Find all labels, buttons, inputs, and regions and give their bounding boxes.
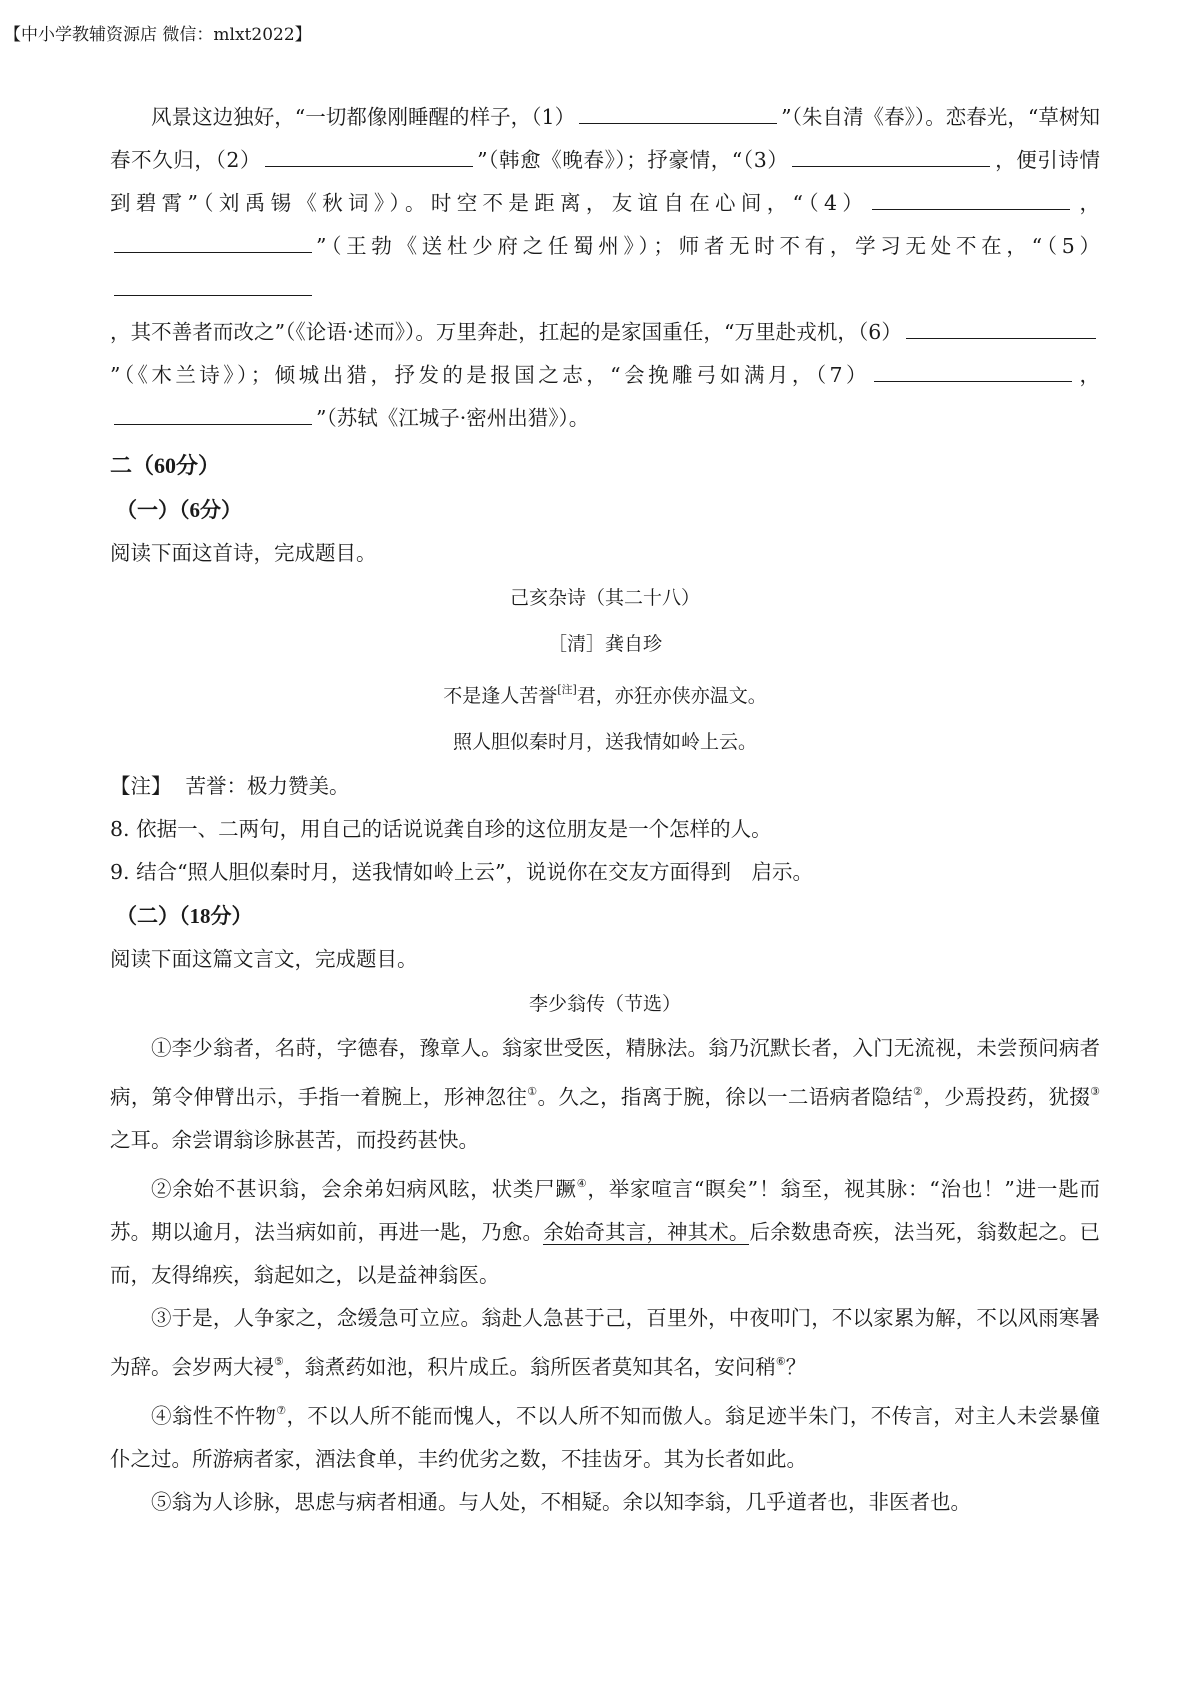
footnote-marker: ② — [913, 1085, 924, 1098]
blank-7b[interactable] — [114, 402, 312, 425]
text: 君，亦狂亦侠亦温文。 — [576, 685, 767, 707]
text: ，其不善者而改之”（《论语·述而》）。万里奔赴，扛起的是家国重任，“万里赴戎机，（6） — [110, 320, 902, 344]
blank-7a[interactable] — [874, 359, 1072, 382]
section-2-heading: 二（60分） — [110, 453, 221, 478]
footnote-marker: [注] — [557, 683, 577, 696]
passage-paragraph-5: ⑤翁为人诊脉，思虑与病者相通。与人处，不相疑。余以知李翁，几乎道者也，非医者也。 — [151, 1490, 971, 1514]
footnote-marker: ③ — [1090, 1085, 1101, 1098]
text: ④翁性不忤物 — [151, 1404, 277, 1428]
question-7-fill-in — [110, 96, 1100, 440]
part-1-heading: （一）（6分） — [116, 498, 242, 522]
blank-4b[interactable] — [114, 230, 312, 253]
text: ”（韩愈《晚春》）；抒豪情，“（3） — [477, 148, 789, 172]
passage-title: 李少翁传（节选） — [528, 993, 681, 1015]
note-label: 【注】 — [110, 774, 172, 798]
footnote-marker: ④ — [576, 1177, 588, 1190]
underlined-sentence: 余始奇其言，神其术。 — [543, 1220, 750, 1244]
footnote-marker: ① — [527, 1085, 538, 1098]
text: ①李少翁者，名莳，字德春，豫章人。翁家世受医，精脉法。翁乃沉默长者，入门无流视，未尝预问病者病，第令伸臂出示，手指一着腕上，形神忽往 — [110, 1036, 1100, 1109]
text: ，举家喧言“瞑矣”！翁至，视其脉：“治也！”进一匙而苏。期以逾月，法当病如前，再进一匙，乃愈。 — [110, 1177, 1101, 1244]
footnote-marker: ⑤ — [274, 1355, 284, 1368]
text: 风景这边独好，“一切都像刚睡醒的样子，（1） — [151, 105, 576, 129]
watermark: 【中小学教辅资源店 微信：mlxt2022】 — [4, 25, 312, 45]
passage-paragraph-4 — [110, 1389, 1100, 1481]
question-8: 8. 依据一、二两句，用自己的话说说龚自珍的这位朋友是一个怎样的人。 — [110, 817, 772, 841]
blank-6[interactable] — [906, 316, 1096, 339]
text: ”（《木兰诗》）；倾城出猎，抒发的是报国之志，“会挽雕弓如满月，（7） — [110, 363, 871, 387]
part-1-intro: 阅读下面这首诗，完成题目。 — [110, 541, 377, 565]
footnote-marker: ⑦ — [276, 1404, 287, 1417]
blank-4a[interactable] — [872, 187, 1070, 210]
note-text: 苦誉：极力赞美。 — [185, 774, 350, 798]
blank-1[interactable] — [579, 101, 777, 124]
blank-2[interactable] — [265, 144, 473, 167]
text: ③于是，人争家之，念缓急可立应。翁赴人急甚于己，百里外，中夜叩门，不以家累为解，不以风雨寒暑为辞。会岁两大祲 — [110, 1306, 1100, 1379]
poem-note — [110, 765, 1100, 808]
passage-paragraph-2 — [110, 1162, 1100, 1297]
blank-5[interactable] — [114, 273, 312, 296]
text: ，便引诗情到碧霄”（刘禹锡《秋词》）。时空不是距离，友谊自在心间，“（4） — [110, 148, 1100, 215]
text: ”（朱自清《春》）。恋春光，“草树知春不久归，（2） — [110, 105, 1100, 172]
text: 不是逢人苦誉 — [443, 685, 558, 707]
text: ，少焉投药，犹掇 — [923, 1085, 1091, 1109]
text: ， — [1076, 363, 1100, 387]
text: ”（苏轼《江城子·密州出猎》）。 — [316, 406, 590, 430]
text: ，翁煮药如池，积片成丘。翁所医者莫知其名，安问稍 — [283, 1355, 776, 1379]
passage-paragraph-1 — [110, 1027, 1100, 1162]
passage-paragraph-3 — [110, 1297, 1100, 1389]
text: ”（王勃《送杜少府之任蜀州》）；师者无时不有，学习无处不在，“（5） — [316, 234, 1100, 258]
poem-author: ［清］龚自珍 — [547, 633, 662, 655]
part-2-heading: （二）（18分） — [116, 904, 253, 928]
poem-title: 己亥杂诗（其二十八） — [509, 587, 700, 609]
blank-3[interactable] — [792, 144, 990, 167]
text: ， — [1074, 191, 1100, 215]
text: 之耳。余尝谓翁诊脉甚苦，而投药甚快。 — [110, 1128, 479, 1152]
text: ②余始不甚识翁，会余弟妇病风眩，状类尸蹶 — [151, 1177, 577, 1201]
text: ？ — [785, 1355, 807, 1379]
poem-line-1 — [110, 667, 1100, 719]
text: ，不以人所不能而愧人，不以人所不知而傲人。翁足迹半朱门，不传言，对主人未尝暴僮仆之过。所游病者家，酒法食单，丰约优劣之数，不挂齿牙。其为长者如此。 — [110, 1404, 1100, 1471]
text: 。久之，指离于腕，徐以一二语病者隐结 — [537, 1085, 913, 1109]
text: 后余数患奇疾，法当死，翁数起之。已而，友得绵疾，翁起如之，以是益神翁医。 — [110, 1220, 1101, 1287]
part-2-intro: 阅读下面这篇文言文，完成题目。 — [110, 947, 418, 971]
footnote-marker: ⑥ — [775, 1355, 786, 1368]
question-9: 9. 结合“照人胆似秦时月，送我情如岭上云”，说说你在交友方面得到 启示。 — [110, 860, 814, 884]
document-body — [110, 96, 1100, 1524]
poem-line-2: 照人胆似秦时月，送我情如岭上云。 — [452, 731, 757, 753]
